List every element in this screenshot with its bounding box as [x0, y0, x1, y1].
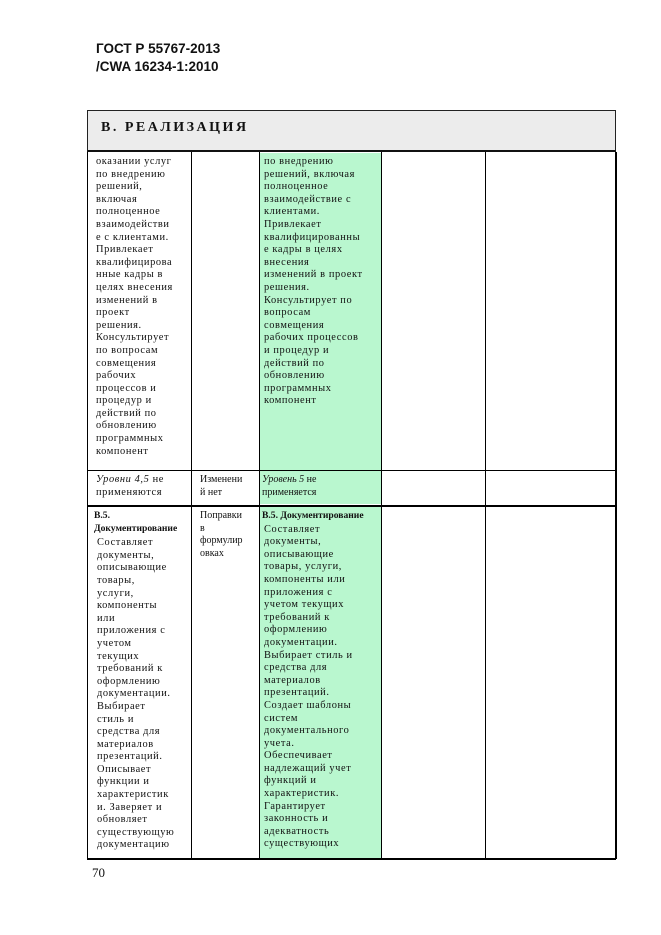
cell-r3-c2: Поправки в формулир овках [200, 510, 243, 559]
standard-number: ГОСТ Р 55767-2013 [96, 41, 221, 56]
cell-heading: B.5. [94, 510, 110, 521]
cell-r2-c1: Уровни 4,5 не применяются [96, 474, 164, 498]
table-border-left [87, 152, 88, 859]
cell-r2-c2: Изменени й нет [200, 474, 243, 498]
cell-r1-c1: оказании услуг по внедрению решений, включая полноценное взаимодействи е с клиентами. Привлекает квалифицирова нные кадры в целях внесения изменений в проект решения. Консультирует по вопросам совмещения рабочих процессов и процедур и действий по обновлению программных компонент [96, 156, 173, 457]
row-divider [87, 470, 616, 471]
cell-heading: B.5. Документирование [262, 510, 364, 521]
column-divider [259, 152, 260, 859]
section-title: B. РЕАЛИЗАЦИЯ [101, 120, 249, 135]
column-divider [381, 152, 382, 859]
table-border-right [615, 152, 617, 859]
standard-number-cwa: /CWA 16234-1:2010 [96, 59, 219, 74]
column-divider [485, 152, 486, 859]
cell-r1-c3: по внедрению решений, включая полноценное взаимодействие с клиентами. Привлекает квалифицированны е кадры в целях внесения изменений в проект решения. Консультирует по вопросам совмещения рабочих процессов и процедур и действий по обновлению программных компонент [264, 156, 363, 407]
row-divider [87, 505, 616, 507]
section-header [87, 110, 616, 152]
table-bottom [87, 858, 616, 860]
cell-heading: Документирование [94, 522, 178, 534]
cell-r3-c3: B.5. Документирование Составляет документы, описывающие товары, услуги, компоненты или приложения с учетом текущих требований к оформлению документации. Выбирает стиль и средства для материалов презентаций. Создает шаблоны систем документального учета. Обеспечивает надлежащий учет функций и характеристик. Гарантирует законность и адекватность существующих [262, 510, 364, 850]
column-divider [191, 152, 192, 859]
cell-r3-c1: B.5. Документирование Составляет документы, описывающие товары, услуги, компоненты или приложения с учетом текущих требований к оформлению документации. Выбирает стиль и средства для материалов презентаций. Описывает функции и характеристик и. Заверяет и обновляет существующую документацию [94, 510, 178, 851]
cell-r2-c3: Уровень 5 не применяется [262, 474, 317, 498]
page-number: 70 [92, 865, 105, 880]
